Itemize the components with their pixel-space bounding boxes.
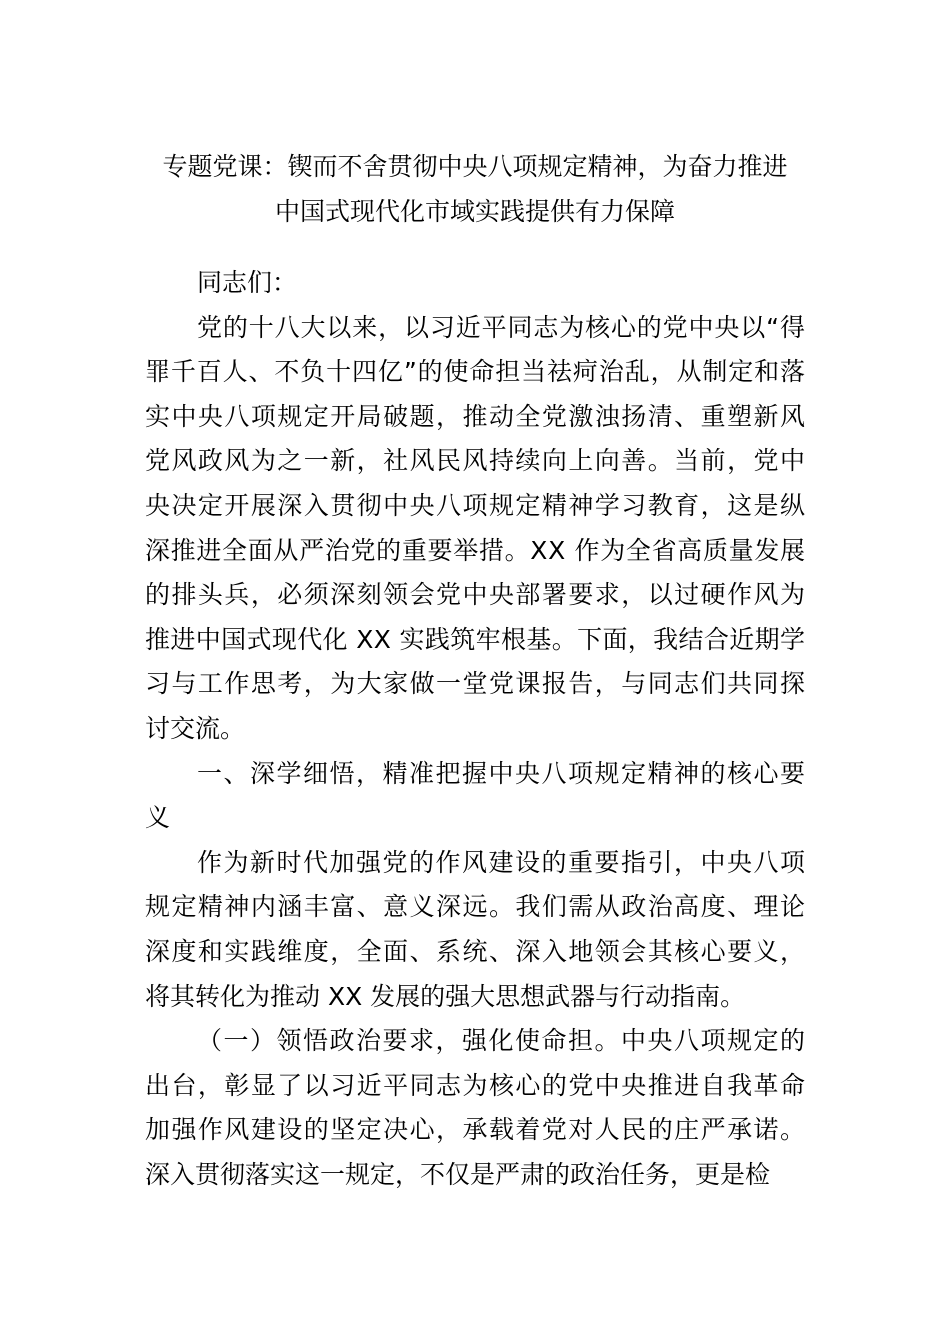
paragraph-line: 作为新时代加强党的作风建设的重要指引，中央八项 (197, 848, 807, 877)
section-heading-line: 一、深学细悟，精准把握中央八项规定精神的核心要 (197, 759, 807, 788)
paragraph-line: （一）领悟政治要求，强化使命担。中央八项规定的 (197, 1026, 807, 1055)
paragraph-line: 加强作风建设的坚定决心，承载着党对人民的庄严承诺。 (145, 1115, 807, 1144)
paragraph-line: 深入贯彻落实这一规定，不仅是严肃的政治任务，更是检 (145, 1160, 771, 1189)
paragraph-line: 党风政风为之一新，社风民风持续向上向善。当前，党中 (145, 446, 807, 475)
document-title-line: 中国式现代化市域实践提供有力保障 (274, 197, 675, 226)
paragraph-line: 深推进全面从严治党的重要举措。XX 作为全省高质量发展 (145, 536, 806, 565)
paragraph-line: 将其转化为推动 XX 发展的强大思想武器与行动指南。 (145, 982, 746, 1011)
paragraph-line: 深度和实践维度，全面、系统、深入地领会其核心要义， (145, 937, 807, 966)
paragraph-line: 央决定开展深入贯彻中央八项规定精神学习教育，这是纵 (145, 491, 807, 520)
paragraph-line: 推进中国式现代化 XX 实践筑牢根基。下面，我结合近期学 (145, 625, 806, 654)
document-title-line: 专题党课：锲而不舍贯彻中央八项规定精神，为奋力推进 (162, 152, 788, 181)
paragraph-line: 习与工作思考，为大家做一堂党课报告，与同志们共同探 (145, 669, 807, 698)
section-heading-line: 义 (145, 803, 171, 832)
paragraph-line: 出台，彰显了以习近平同志为核心的党中央推进自我革命 (145, 1071, 807, 1100)
paragraph-line: 规定精神内涵丰富、意义深远。我们需从政治高度、理论 (145, 892, 807, 921)
paragraph-line: 罪千百人、不负十四亿”的使命担当祛疴治乱，从制定和落 (145, 357, 806, 386)
paragraph-line: 实中央八项规定开局破题，推动全党激浊扬清、重塑新风 (145, 402, 807, 431)
paragraph-line: 的排头兵，必须深刻领会党中央部署要求，以过硬作风为 (145, 580, 807, 609)
paragraph-line: 讨交流。 (145, 714, 246, 743)
paragraph-line: 党的十八大以来，以习近平同志为核心的党中央以“得 (197, 313, 806, 342)
salutation: 同志们： (197, 268, 298, 297)
